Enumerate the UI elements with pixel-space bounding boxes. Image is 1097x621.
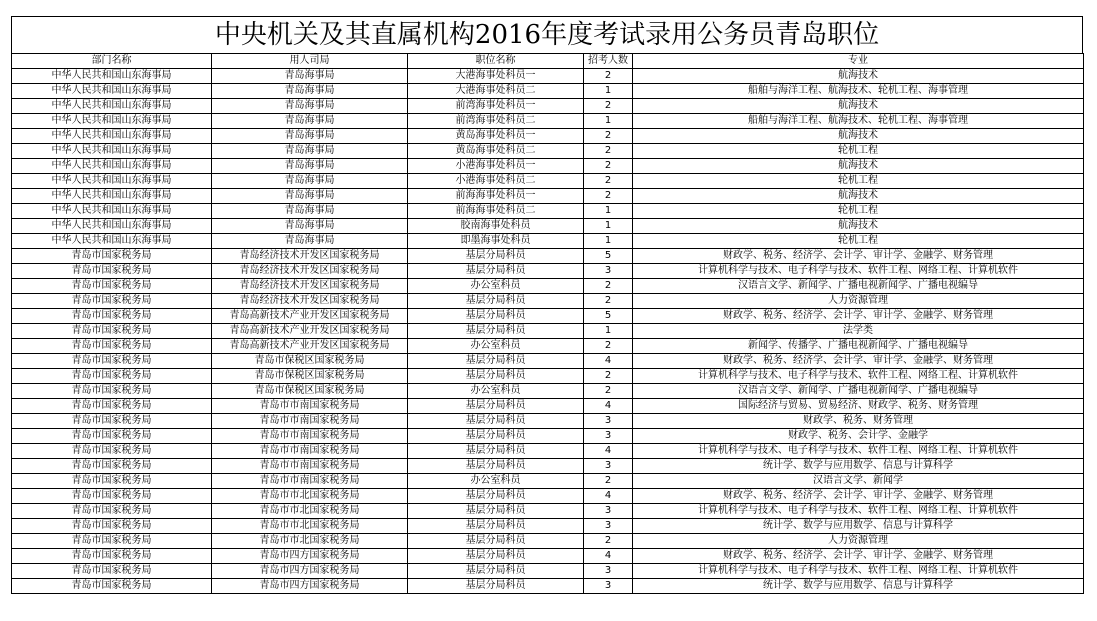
count-cell[interactable]: 2 xyxy=(584,69,633,84)
bureau-cell[interactable]: 青岛海事局 xyxy=(212,174,408,189)
major-cell[interactable]: 财政学、税务、经济学、会计学、审计学、金融学、财务管理 xyxy=(633,354,1084,369)
position-cell[interactable]: 基层分局科员 xyxy=(408,354,584,369)
table-row xyxy=(12,69,1084,84)
bureau-cell[interactable]: 青岛经济技术开发区国家税务局 xyxy=(212,279,408,294)
table-row xyxy=(12,174,1084,189)
bureau-cell[interactable]: 青岛市市南国家税务局 xyxy=(212,429,408,444)
major-cell[interactable]: 新闻学、传播学、广播电视新闻学、广播电视编导 xyxy=(633,339,1084,354)
department-cell[interactable]: 青岛市国家税务局 xyxy=(12,429,212,444)
table-row xyxy=(12,519,1084,534)
count-cell[interactable]: 3 xyxy=(584,579,633,594)
bureau-cell[interactable]: 青岛海事局 xyxy=(212,99,408,114)
count-cell[interactable]: 5 xyxy=(584,309,633,324)
major-cell[interactable]: 统计学、数学与应用数学、信息与计算科学 xyxy=(633,459,1084,474)
spreadsheet xyxy=(11,16,1083,594)
table-row xyxy=(12,339,1084,354)
position-cell[interactable]: 基层分局科员 xyxy=(408,534,584,549)
count-cell[interactable]: 3 xyxy=(584,519,633,534)
department-cell[interactable]: 青岛市国家税务局 xyxy=(12,339,212,354)
table-row xyxy=(12,459,1084,474)
header-department[interactable]: 部门名称 xyxy=(12,54,212,69)
table-row xyxy=(12,399,1084,414)
department-cell[interactable]: 青岛市国家税务局 xyxy=(12,384,212,399)
major-cell[interactable]: 航海技术 xyxy=(633,189,1084,204)
position-cell[interactable]: 基层分局科员 xyxy=(408,414,584,429)
bureau-cell[interactable]: 青岛经济技术开发区国家税务局 xyxy=(212,294,408,309)
position-cell[interactable]: 前湾海事处科员一 xyxy=(408,99,584,114)
position-cell[interactable]: 基层分局科员 xyxy=(408,309,584,324)
position-cell[interactable]: 基层分局科员 xyxy=(408,429,584,444)
table-row xyxy=(12,354,1084,369)
major-cell[interactable]: 汉语言文学、新闻学、广播电视新闻学、广播电视编导 xyxy=(633,279,1084,294)
count-cell[interactable]: 1 xyxy=(584,114,633,129)
count-cell[interactable]: 2 xyxy=(584,174,633,189)
department-cell[interactable]: 青岛市国家税务局 xyxy=(12,489,212,504)
count-cell[interactable]: 1 xyxy=(584,84,633,99)
major-cell[interactable]: 计算机科学与技术、电子科学与技术、软件工程、网络工程、计算机软件 xyxy=(633,444,1084,459)
position-cell[interactable]: 前海海事处科员二 xyxy=(408,204,584,219)
position-cell[interactable]: 黄岛海事处科员一 xyxy=(408,129,584,144)
position-cell[interactable]: 基层分局科员 xyxy=(408,549,584,564)
table-row xyxy=(12,279,1084,294)
bureau-cell[interactable]: 青岛高新技术产业开发区国家税务局 xyxy=(212,309,408,324)
count-cell[interactable]: 2 xyxy=(584,474,633,489)
count-cell[interactable]: 2 xyxy=(584,339,633,354)
count-cell[interactable]: 1 xyxy=(584,219,633,234)
count-cell[interactable]: 2 xyxy=(584,99,633,114)
major-cell[interactable]: 汉语言文学、新闻学 xyxy=(633,474,1084,489)
department-cell[interactable]: 青岛市国家税务局 xyxy=(12,579,212,594)
department-cell[interactable]: 青岛市国家税务局 xyxy=(12,369,212,384)
major-cell[interactable]: 人力资源管理 xyxy=(633,294,1084,309)
count-cell[interactable]: 2 xyxy=(584,129,633,144)
position-cell[interactable]: 基层分局科员 xyxy=(408,504,584,519)
table-body xyxy=(12,69,1084,594)
major-cell[interactable]: 航海技术 xyxy=(633,129,1084,144)
position-cell[interactable]: 前湾海事处科员二 xyxy=(408,114,584,129)
table-row xyxy=(12,234,1084,249)
bureau-cell[interactable]: 青岛海事局 xyxy=(212,114,408,129)
major-cell[interactable]: 轮机工程 xyxy=(633,234,1084,249)
table-row xyxy=(12,114,1084,129)
count-cell[interactable]: 3 xyxy=(584,459,633,474)
bureau-cell[interactable]: 青岛市市北国家税务局 xyxy=(212,504,408,519)
count-cell[interactable]: 2 xyxy=(584,369,633,384)
department-cell[interactable]: 青岛市国家税务局 xyxy=(12,459,212,474)
count-cell[interactable]: 5 xyxy=(584,249,633,264)
bureau-cell[interactable]: 青岛经济技术开发区国家税务局 xyxy=(212,264,408,279)
table-row xyxy=(12,369,1084,384)
bureau-cell[interactable]: 青岛市市南国家税务局 xyxy=(212,414,408,429)
major-cell[interactable]: 财政学、税务、经济学、会计学、审计学、金融学、财务管理 xyxy=(633,549,1084,564)
positions-table xyxy=(11,53,1084,594)
major-cell[interactable]: 财政学、税务、经济学、会计学、审计学、金融学、财务管理 xyxy=(633,309,1084,324)
bureau-cell[interactable]: 青岛市四方国家税务局 xyxy=(212,564,408,579)
major-cell[interactable]: 统计学、数学与应用数学、信息与计算科学 xyxy=(633,519,1084,534)
department-cell[interactable]: 中华人民共和国山东海事局 xyxy=(12,114,212,129)
table-row xyxy=(12,504,1084,519)
major-cell[interactable]: 船舶与海洋工程、航海技术、轮机工程、海事管理 xyxy=(633,84,1084,99)
bureau-cell[interactable]: 青岛高新技术产业开发区国家税务局 xyxy=(212,324,408,339)
department-cell[interactable]: 青岛市国家税务局 xyxy=(12,399,212,414)
major-cell[interactable]: 轮机工程 xyxy=(633,174,1084,189)
position-cell[interactable]: 基层分局科员 xyxy=(408,579,584,594)
major-cell[interactable]: 汉语言文学、新闻学、广播电视新闻学、广播电视编导 xyxy=(633,384,1084,399)
position-cell[interactable]: 办公室科员 xyxy=(408,384,584,399)
department-cell[interactable]: 青岛市国家税务局 xyxy=(12,504,212,519)
table-row xyxy=(12,549,1084,564)
position-cell[interactable]: 小港海事处科员二 xyxy=(408,174,584,189)
header-position[interactable]: 职位名称 xyxy=(408,54,584,69)
position-cell[interactable]: 大港海事处科员一 xyxy=(408,69,584,84)
count-cell[interactable]: 2 xyxy=(584,159,633,174)
count-cell[interactable]: 1 xyxy=(584,234,633,249)
sheet-title: 中央机关及其直属机构2016年度考试录用公务员青岛职位 xyxy=(11,16,1083,53)
header-count[interactable]: 招考人数 xyxy=(584,54,633,69)
major-cell[interactable]: 航海技术 xyxy=(633,99,1084,114)
table-row xyxy=(12,579,1084,594)
position-cell[interactable]: 黄岛海事处科员二 xyxy=(408,144,584,159)
table-row xyxy=(12,84,1084,99)
position-cell[interactable]: 办公室科员 xyxy=(408,474,584,489)
major-cell[interactable]: 计算机科学与技术、电子科学与技术、软件工程、网络工程、计算机软件 xyxy=(633,504,1084,519)
position-cell[interactable]: 基层分局科员 xyxy=(408,294,584,309)
count-cell[interactable]: 3 xyxy=(584,264,633,279)
major-cell[interactable]: 计算机科学与技术、电子科学与技术、软件工程、网络工程、计算机软件 xyxy=(633,564,1084,579)
department-cell[interactable]: 中华人民共和国山东海事局 xyxy=(12,219,212,234)
bureau-cell[interactable]: 青岛市市南国家税务局 xyxy=(212,459,408,474)
count-cell[interactable]: 4 xyxy=(584,489,633,504)
department-cell[interactable]: 青岛市国家税务局 xyxy=(12,354,212,369)
department-cell[interactable]: 青岛市国家税务局 xyxy=(12,519,212,534)
bureau-cell[interactable]: 青岛海事局 xyxy=(212,219,408,234)
count-cell[interactable]: 2 xyxy=(584,534,633,549)
table-row xyxy=(12,384,1084,399)
position-cell[interactable]: 基层分局科员 xyxy=(408,264,584,279)
major-cell[interactable]: 国际经济与贸易、贸易经济、财政学、税务、财务管理 xyxy=(633,399,1084,414)
department-cell[interactable]: 中华人民共和国山东海事局 xyxy=(12,69,212,84)
major-cell[interactable]: 统计学、数学与应用数学、信息与计算科学 xyxy=(633,579,1084,594)
position-cell[interactable]: 办公室科员 xyxy=(408,339,584,354)
bureau-cell[interactable]: 青岛经济技术开发区国家税务局 xyxy=(212,249,408,264)
department-cell[interactable]: 中华人民共和国山东海事局 xyxy=(12,99,212,114)
table-row xyxy=(12,189,1084,204)
department-cell[interactable]: 中华人民共和国山东海事局 xyxy=(12,234,212,249)
table-row xyxy=(12,264,1084,279)
count-cell[interactable]: 4 xyxy=(584,354,633,369)
table-row xyxy=(12,129,1084,144)
department-cell[interactable]: 青岛市国家税务局 xyxy=(12,474,212,489)
header-bureau[interactable]: 用人司局 xyxy=(212,54,408,69)
major-cell[interactable]: 轮机工程 xyxy=(633,204,1084,219)
department-cell[interactable]: 中华人民共和国山东海事局 xyxy=(12,144,212,159)
department-cell[interactable]: 青岛市国家税务局 xyxy=(12,264,212,279)
bureau-cell[interactable]: 青岛海事局 xyxy=(212,204,408,219)
department-cell[interactable]: 中华人民共和国山东海事局 xyxy=(12,129,212,144)
major-cell[interactable]: 航海技术 xyxy=(633,69,1084,84)
position-cell[interactable]: 基层分局科员 xyxy=(408,459,584,474)
position-cell[interactable]: 基层分局科员 xyxy=(408,444,584,459)
position-cell[interactable]: 基层分局科员 xyxy=(408,369,584,384)
table-row xyxy=(12,489,1084,504)
department-cell[interactable]: 青岛市国家税务局 xyxy=(12,324,212,339)
department-cell[interactable]: 青岛市国家税务局 xyxy=(12,279,212,294)
bureau-cell[interactable]: 青岛市保税区国家税务局 xyxy=(212,369,408,384)
bureau-cell[interactable]: 青岛市市北国家税务局 xyxy=(212,534,408,549)
count-cell[interactable]: 2 xyxy=(584,189,633,204)
bureau-cell[interactable]: 青岛海事局 xyxy=(212,234,408,249)
major-cell[interactable]: 人力资源管理 xyxy=(633,534,1084,549)
table-row xyxy=(12,159,1084,174)
bureau-cell[interactable]: 青岛海事局 xyxy=(212,144,408,159)
department-cell[interactable]: 青岛市国家税务局 xyxy=(12,549,212,564)
table-row xyxy=(12,534,1084,549)
major-cell[interactable]: 计算机科学与技术、电子科学与技术、软件工程、网络工程、计算机软件 xyxy=(633,369,1084,384)
table-row xyxy=(12,414,1084,429)
department-cell[interactable]: 青岛市国家税务局 xyxy=(12,249,212,264)
bureau-cell[interactable]: 青岛市四方国家税务局 xyxy=(212,549,408,564)
header-row xyxy=(12,54,1084,69)
department-cell[interactable]: 青岛市国家税务局 xyxy=(12,444,212,459)
table-row xyxy=(12,429,1084,444)
bureau-cell[interactable]: 青岛市市南国家税务局 xyxy=(212,399,408,414)
major-cell[interactable]: 财政学、税务、经济学、会计学、审计学、金融学、财务管理 xyxy=(633,489,1084,504)
table-row xyxy=(12,294,1084,309)
position-cell[interactable]: 基层分局科员 xyxy=(408,519,584,534)
table-row xyxy=(12,99,1084,114)
department-cell[interactable]: 青岛市国家税务局 xyxy=(12,414,212,429)
position-cell[interactable]: 大港海事处科员二 xyxy=(408,84,584,99)
count-cell[interactable]: 4 xyxy=(584,549,633,564)
bureau-cell[interactable]: 青岛海事局 xyxy=(212,129,408,144)
count-cell[interactable]: 3 xyxy=(584,414,633,429)
count-cell[interactable]: 2 xyxy=(584,384,633,399)
table-row xyxy=(12,204,1084,219)
bureau-cell[interactable]: 青岛市保税区国家税务局 xyxy=(212,354,408,369)
department-cell[interactable]: 青岛市国家税务局 xyxy=(12,534,212,549)
department-cell[interactable]: 青岛市国家税务局 xyxy=(12,294,212,309)
table-row xyxy=(12,219,1084,234)
position-cell[interactable]: 基层分局科员 xyxy=(408,249,584,264)
department-cell[interactable]: 中华人民共和国山东海事局 xyxy=(12,204,212,219)
count-cell[interactable]: 4 xyxy=(584,399,633,414)
major-cell[interactable]: 财政学、税务、会计学、金融学 xyxy=(633,429,1084,444)
department-cell[interactable]: 中华人民共和国山东海事局 xyxy=(12,159,212,174)
position-cell[interactable]: 基层分局科员 xyxy=(408,489,584,504)
major-cell[interactable]: 法学类 xyxy=(633,324,1084,339)
bureau-cell[interactable]: 青岛海事局 xyxy=(212,189,408,204)
bureau-cell[interactable]: 青岛市市南国家税务局 xyxy=(212,444,408,459)
department-cell[interactable]: 中华人民共和国山东海事局 xyxy=(12,174,212,189)
table-row xyxy=(12,309,1084,324)
bureau-cell[interactable]: 青岛高新技术产业开发区国家税务局 xyxy=(212,339,408,354)
major-cell[interactable]: 计算机科学与技术、电子科学与技术、软件工程、网络工程、计算机软件 xyxy=(633,264,1084,279)
count-cell[interactable]: 1 xyxy=(584,204,633,219)
bureau-cell[interactable]: 青岛海事局 xyxy=(212,159,408,174)
count-cell[interactable]: 2 xyxy=(584,144,633,159)
position-cell[interactable]: 前海海事处科员一 xyxy=(408,189,584,204)
major-cell[interactable]: 船舶与海洋工程、航海技术、轮机工程、海事管理 xyxy=(633,114,1084,129)
position-cell[interactable]: 基层分局科员 xyxy=(408,399,584,414)
major-cell[interactable]: 财政学、税务、财务管理 xyxy=(633,414,1084,429)
bureau-cell[interactable]: 青岛市四方国家税务局 xyxy=(212,579,408,594)
count-cell[interactable]: 3 xyxy=(584,564,633,579)
table-row xyxy=(12,249,1084,264)
position-cell[interactable]: 办公室科员 xyxy=(408,279,584,294)
bureau-cell[interactable]: 青岛市市北国家税务局 xyxy=(212,489,408,504)
table-row xyxy=(12,474,1084,489)
count-cell[interactable]: 2 xyxy=(584,279,633,294)
count-cell[interactable]: 2 xyxy=(584,294,633,309)
table-row xyxy=(12,444,1084,459)
bureau-cell[interactable]: 青岛海事局 xyxy=(212,69,408,84)
department-cell[interactable]: 青岛市国家税务局 xyxy=(12,564,212,579)
major-cell[interactable]: 轮机工程 xyxy=(633,144,1084,159)
bureau-cell[interactable]: 青岛市市北国家税务局 xyxy=(212,519,408,534)
position-cell[interactable]: 即墨海事处科员 xyxy=(408,234,584,249)
table-row xyxy=(12,324,1084,339)
bureau-cell[interactable]: 青岛海事局 xyxy=(212,84,408,99)
department-cell[interactable]: 中华人民共和国山东海事局 xyxy=(12,84,212,99)
major-cell[interactable]: 航海技术 xyxy=(633,159,1084,174)
department-cell[interactable]: 青岛市国家税务局 xyxy=(12,309,212,324)
header-major[interactable]: 专业 xyxy=(633,54,1084,69)
count-cell[interactable]: 1 xyxy=(584,324,633,339)
table-row xyxy=(12,564,1084,579)
department-cell[interactable]: 中华人民共和国山东海事局 xyxy=(12,189,212,204)
count-cell[interactable]: 4 xyxy=(584,444,633,459)
position-cell[interactable]: 基层分局科员 xyxy=(408,324,584,339)
position-cell[interactable]: 胶南海事处科员 xyxy=(408,219,584,234)
count-cell[interactable]: 3 xyxy=(584,504,633,519)
count-cell[interactable]: 3 xyxy=(584,429,633,444)
position-cell[interactable]: 基层分局科员 xyxy=(408,564,584,579)
position-cell[interactable]: 小港海事处科员一 xyxy=(408,159,584,174)
major-cell[interactable]: 财政学、税务、经济学、会计学、审计学、金融学、财务管理 xyxy=(633,249,1084,264)
major-cell[interactable]: 航海技术 xyxy=(633,219,1084,234)
bureau-cell[interactable]: 青岛市保税区国家税务局 xyxy=(212,384,408,399)
bureau-cell[interactable]: 青岛市市南国家税务局 xyxy=(212,474,408,489)
table-row xyxy=(12,144,1084,159)
